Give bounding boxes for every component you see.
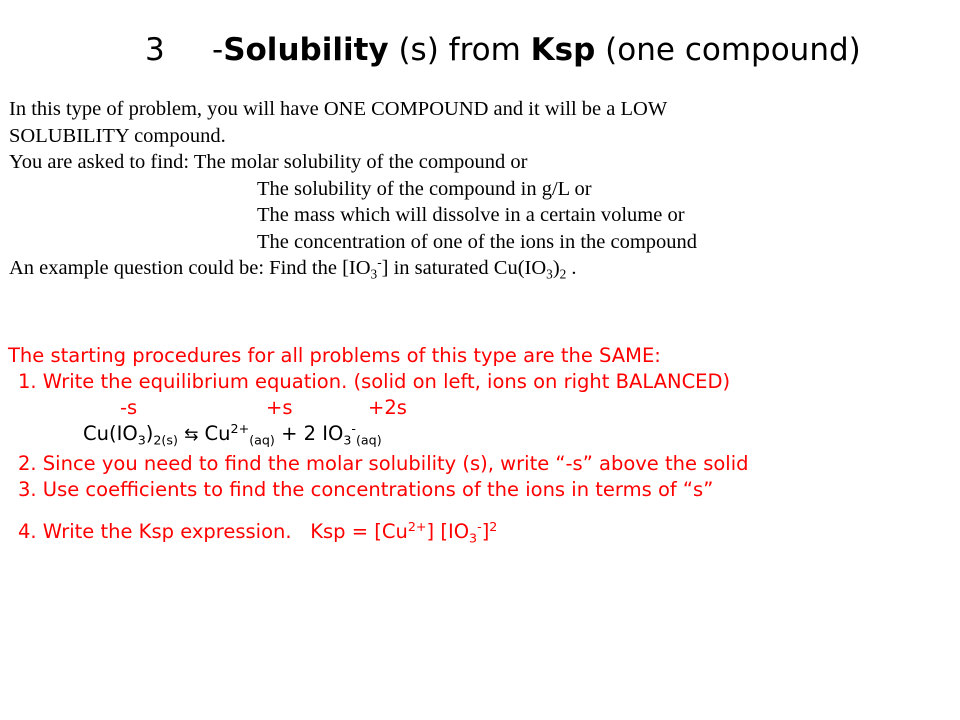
stoich-solid: -s bbox=[120, 396, 138, 419]
procedure-section bbox=[8, 343, 958, 545]
intro-line-1: In this type of problem, you will have ONE COMPOUND and it will be a LOW bbox=[9, 98, 668, 120]
equilibrium-equation: $Cu(IO_3)_{2(s)}$ ⇆ $Cu^{2+}_{(aq)} + 2$ $IO_3^-_{(aq)}$ bbox=[83, 421, 382, 448]
stoich-cation: +s bbox=[266, 396, 293, 419]
title-number: 3 bbox=[145, 32, 165, 68]
ksp-expression: Ksp = $[Cu^{2+}]$ $[IO_3^-]^2$ bbox=[310, 519, 498, 546]
procedure-step-2: 2. Since you need to find the molar solubility (s), write “-s” above the solid bbox=[18, 452, 749, 475]
title-ksp: Ksp bbox=[530, 32, 596, 68]
procedure-step-4: 4. Write the Ksp expression. Ksp = $[Cu^{2+}]$ $[IO_3^-]^2$ bbox=[18, 519, 498, 546]
intro-option-mass: The mass which will dissolve in a certain volume or bbox=[257, 204, 685, 226]
intro-option-g-per-l: The solubility of the compound in g/L or bbox=[257, 177, 592, 200]
title-solubility: Solubility bbox=[223, 32, 389, 68]
intro-text bbox=[9, 96, 949, 282]
equilibrium-arrow-icon: ⇆ bbox=[184, 425, 199, 445]
procedure-step-1: 1. Write the equilibrium equation. (solid on left, ions on right BALANCED) bbox=[18, 370, 731, 393]
procedure-step-3: 3. Use coefficients to find the concentrations of the ions in terms of “s” bbox=[18, 478, 714, 501]
intro-option-ion-concentration: The concentration of one of the ions in the compound bbox=[257, 230, 698, 253]
intro-example: An example question could be: Find the $[IO_3^-]$ in saturated $Cu(IO_3)_2$ . bbox=[9, 254, 577, 282]
title-text: -Solubility (s) from Ksp (one compound) bbox=[212, 32, 861, 68]
stoichiometry-row bbox=[8, 395, 958, 421]
intro-line-3: You are asked to find: The molar solubility of the compound or bbox=[9, 151, 528, 173]
procedure-intro: The starting procedures for all problems of this type are the SAME: bbox=[8, 344, 661, 367]
stoich-anion: +2s bbox=[368, 396, 407, 419]
intro-line-2: SOLUBILITY compound. bbox=[9, 124, 226, 147]
